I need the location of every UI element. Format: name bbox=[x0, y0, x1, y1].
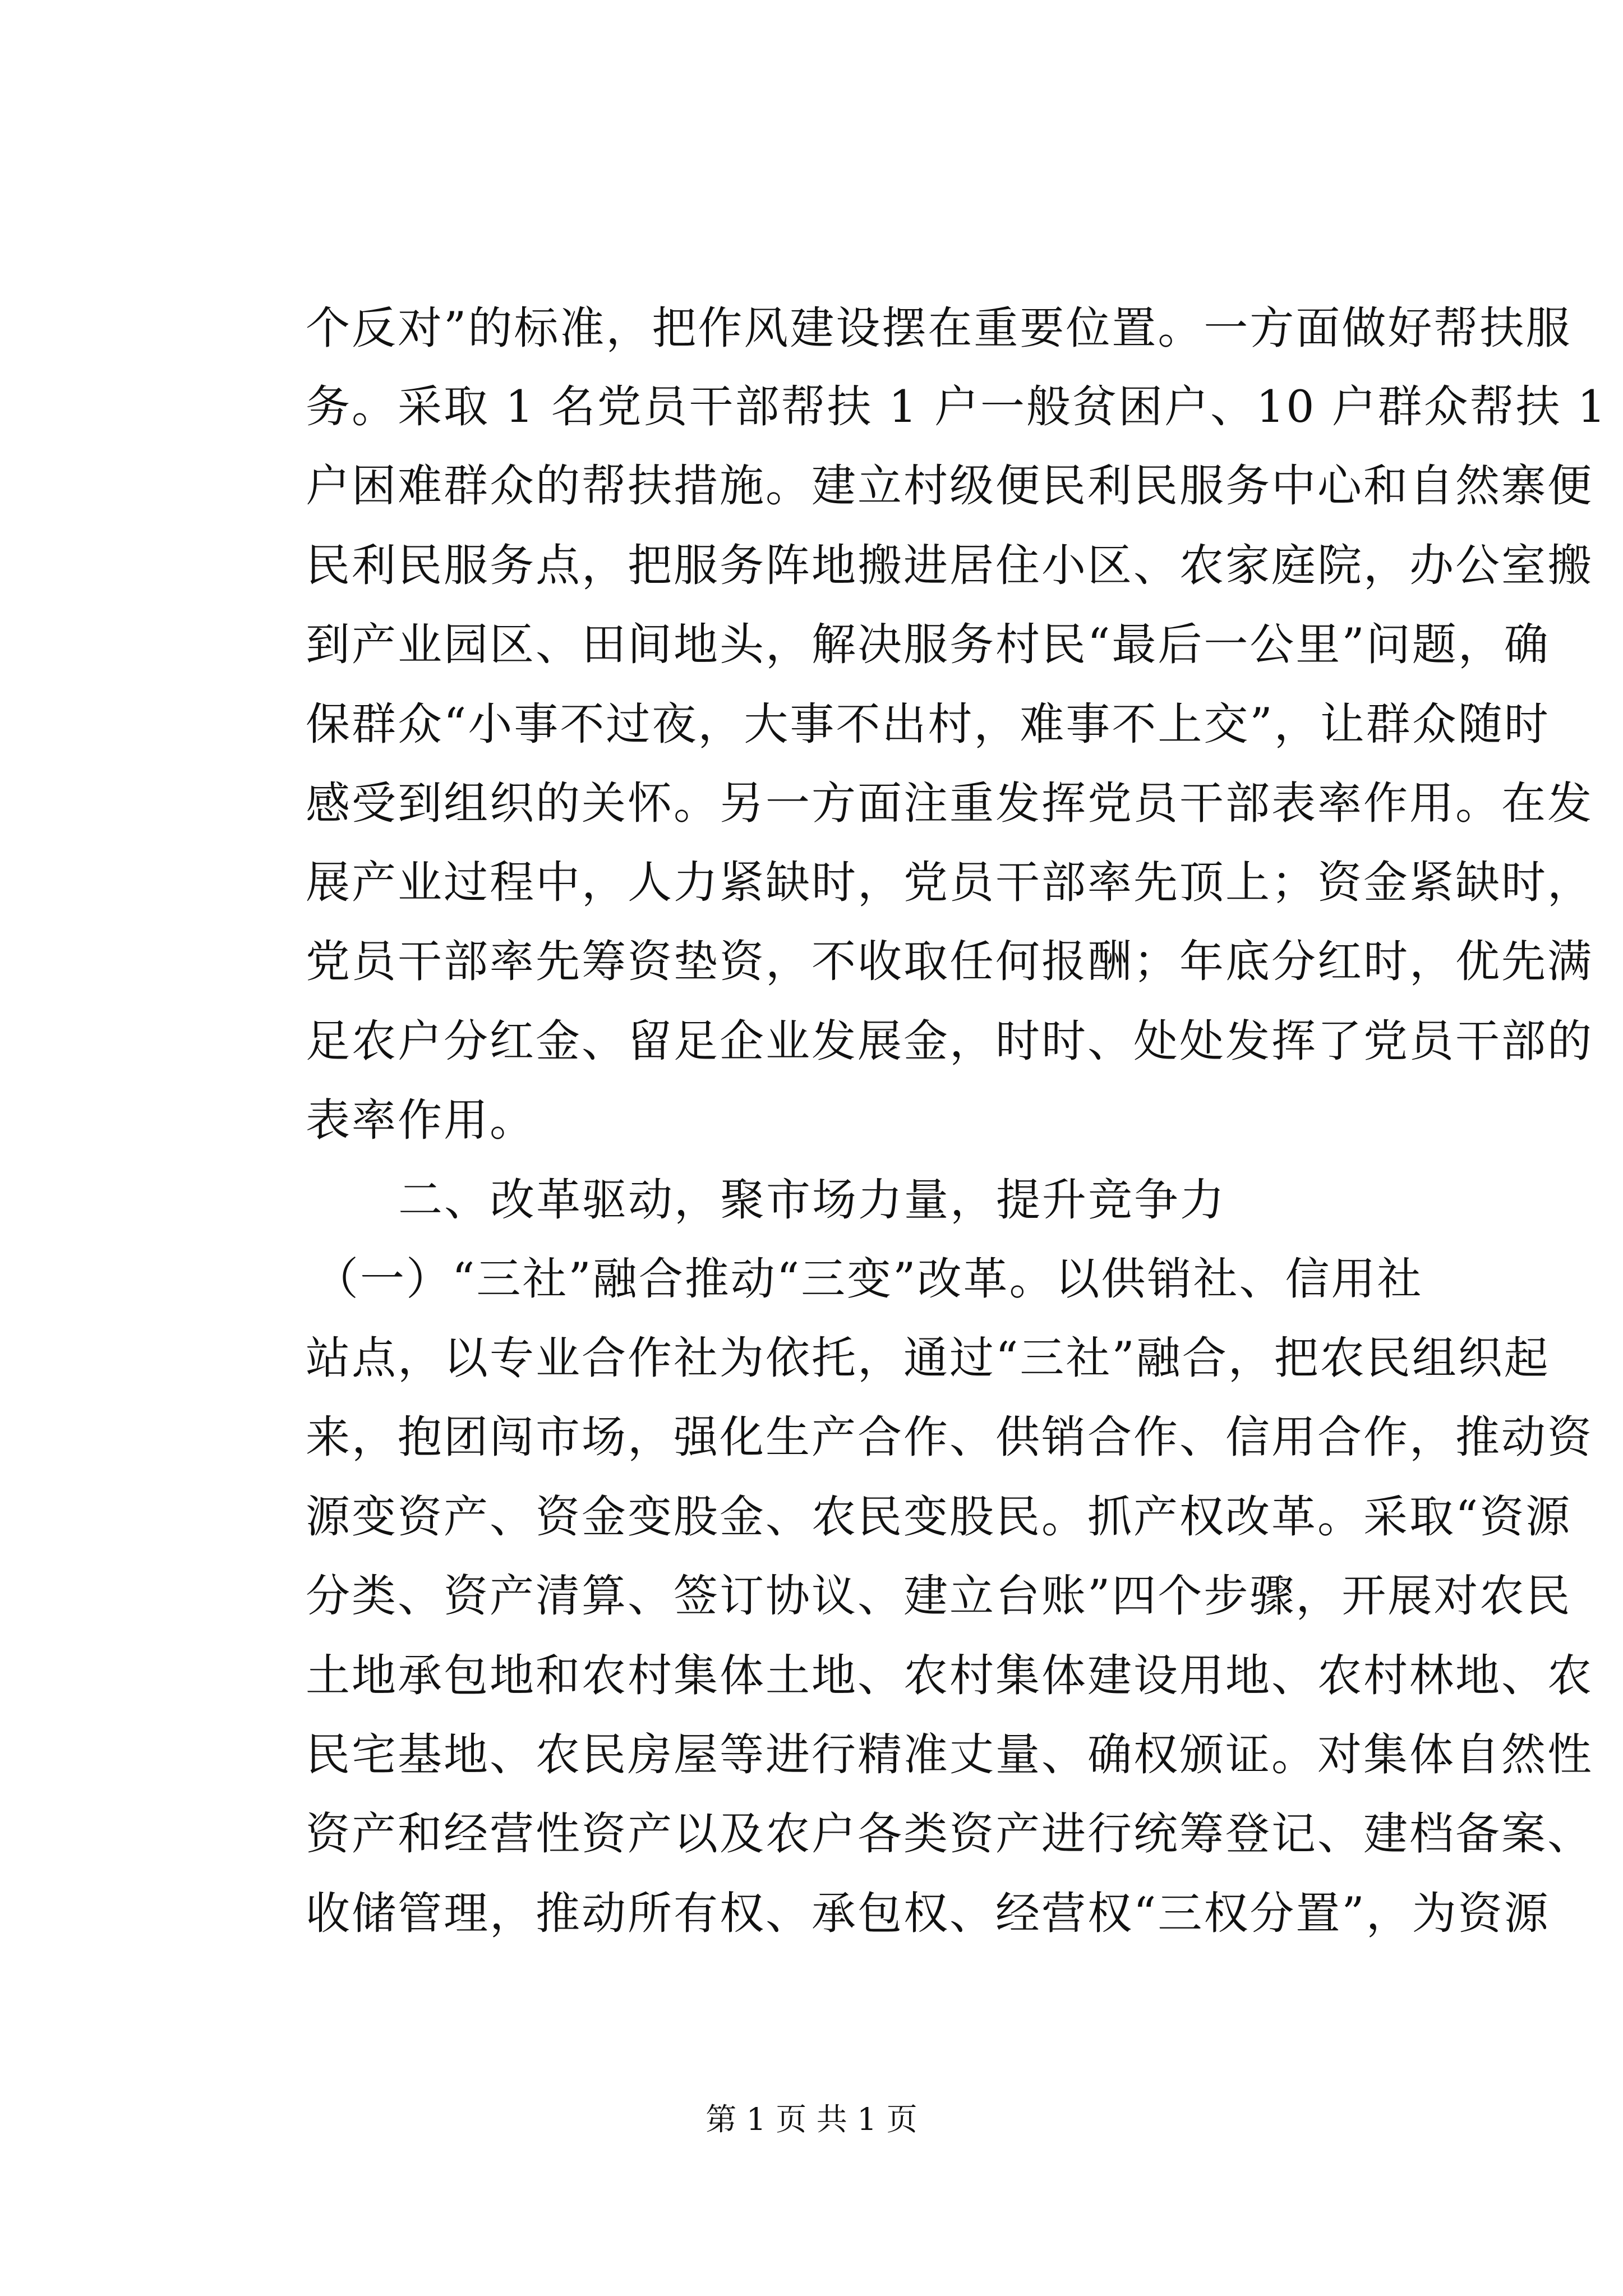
body-line-9: 党员干部率先筹资垫资，不收取任何报酬；年底分红时，优先满 bbox=[306, 936, 1593, 987]
body-line-16: 源变资产、资金变股金、农民变股民。抓产权改革。采取“资源 bbox=[306, 1491, 1572, 1543]
subsection-first-line: （一）“三社”融合推动“三变”改革。以供销社、信用社 bbox=[314, 1253, 1423, 1305]
body-line-8: 展产业过程中，人力紧缺时，党员干部率先顶上；资金紧缺时， bbox=[306, 857, 1593, 908]
body-line-18: 土地承包地和农村集体土地、农村集体建设用地、农村林地、农 bbox=[306, 1650, 1593, 1701]
section-heading: 二、改革驱动，聚市场力量，提升竞争力 bbox=[398, 1174, 1226, 1226]
body-line-5: 到产业园区、田间地头，解决服务村民“最后一公里”问题，确 bbox=[306, 619, 1550, 670]
body-line-14: 站点，以专业合作社为依托，通过“三社”融合，把农民组织起 bbox=[306, 1332, 1550, 1384]
body-line-4: 民利民服务点，把服务阵地搬进居住小区、农家庭院，办公室搬 bbox=[306, 540, 1593, 591]
page-footer: 第 1 页 共 1 页 bbox=[706, 2101, 917, 2137]
body-line-19: 民宅基地、农民房屋等进行精准丈量、确权颁证。对集体自然性 bbox=[306, 1729, 1593, 1780]
body-line-2: 务。采取 1 名党员干部帮扶 1 户一般贫困户、10 户群众帮扶 1 bbox=[306, 381, 1607, 432]
body-line-11: 表率作用。 bbox=[306, 1094, 536, 1146]
body-line-20: 资产和经营性资产以及农户各类资产进行统筹登记、建档备案、 bbox=[306, 1808, 1593, 1860]
body-line-17: 分类、资产清算、签订协议、建立台账”四个步骤，开展对农民 bbox=[306, 1570, 1572, 1622]
body-line-1: 个反对”的标准，把作风建设摆在重要位置。一方面做好帮扶服 bbox=[306, 302, 1572, 354]
body-line-15: 来，抱团闯市场，强化生产合作、供销合作、信用合作，推动资 bbox=[306, 1411, 1593, 1463]
body-line-10: 足农户分红金、留足企业发展金，时时、处处发挥了党员干部的 bbox=[306, 1015, 1593, 1067]
body-line-7: 感受到组织的关怀。另一方面注重发挥党员干部表率作用。在发 bbox=[306, 777, 1593, 829]
body-line-6: 保群众“小事不过夜，大事不出村，难事不上交”，让群众随时 bbox=[306, 698, 1550, 750]
body-line-3: 户困难群众的帮扶措施。建立村级便民利民服务中心和自然寨便 bbox=[306, 460, 1593, 512]
body-line-21: 收储管理，推动所有权、承包权、经营权“三权分置”，为资源 bbox=[306, 1888, 1550, 1939]
